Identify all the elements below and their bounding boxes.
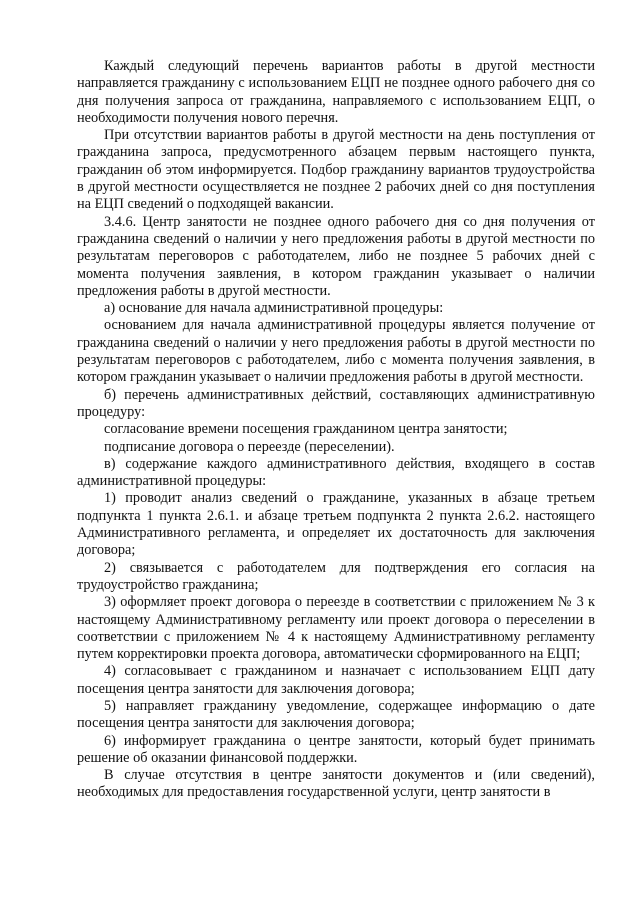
list-item-5: 5) направляет гражданину уведомление, содержащее информацию о дате посещения центра занятости для заключения договора;	[77, 697, 595, 732]
list-item-1: 1) проводит анализ сведений о гражданине, указанных в абзаце третьем подпункта 1 пункта 2.6.1. и абзаце третьем подпункта 2 пункта 2.6.2. настоящего Административного регламента, и определяет их достаточность для заключения договора;	[77, 490, 595, 559]
paragraph-action-sign: подписание договора о переезде (переселении).	[104, 438, 395, 455]
paragraph-basis-text: основанием для начала административной процедуры является получение от гражданина сведений о наличии у него предложения работы в другой местности по результатам переговоров с работодателем, либо с момента получения заявления, в котором гражданин указывает о наличии предложения работы в другой местности.	[77, 317, 595, 386]
paragraph-next-list: Каждый следующий перечень вариантов работы в другой местности направляется гражданину с использованием ЕЦП не позднее одного рабочего дня со дня получения запроса от гражданина, направляемого с использованием ЕЦП, о необходимости получения нового перечня.	[77, 58, 595, 126]
list-item-2: 2) связывается с работодателем для подтверждения его согласия на трудоустройство гражданина;	[77, 559, 595, 593]
paragraph-actions-heading: б) перечень административных действий, составляющих административную процедуру:	[77, 386, 595, 420]
document-page	[77, 58, 595, 802]
list-item-6: 6) информирует гражданина о центре занятости, который будет принимать решение об оказании финансовой поддержки.	[77, 732, 595, 766]
paragraph-no-vacancies: При отсутствии вариантов работы в другой местности на день поступления от гражданина запроса, предусмотренного абзацем первым настоящего пункта, гражданин об этом информируется. Подбор гражданину вариантов трудоустройства в другой местности осуществляется не позднее 2 рабочих дней со дня поступления на ЕЦП сведений о подходящей вакансии.	[77, 127, 595, 213]
list-item-3: 3) оформляет проект договора о переезде в соответствии с приложением № 3 к настоящему Административному регламенту или проект договора о переселении в соответствии с приложением № 4 к настоящему Административному регламенту путем корректировки проекта договора, автоматически сформированного на ЕЦП;	[77, 594, 595, 663]
paragraph-content-heading: в) содержание каждого административного действия, входящего в состав административной процедуры:	[77, 455, 595, 490]
paragraph-missing-documents: В случае отсутствия в центре занятости документов и (или сведений), необходимых для предоставления государственной услуги, центр занятости в	[77, 767, 595, 801]
paragraph-3-4-6: 3.4.6. Центр занятости не позднее одного рабочего дня со дня получения от гражданина сведений о наличии у него предложения работы в другой местности по результатам переговоров с работодателем, либо не позднее 5 рабочих дней с момента получения заявления, в котором гражданин указывает о наличии предложения работы в другой местности.	[77, 213, 595, 299]
list-item-4: 4) согласовывает с гражданином и назначает с использованием ЕЦП дату посещения центра занятости для заключения договора;	[77, 663, 595, 697]
paragraph-action-time: согласование времени посещения гражданином центра занятости;	[104, 421, 508, 438]
paragraph-basis-heading: а) основание для начала административной процедуры:	[104, 300, 444, 317]
